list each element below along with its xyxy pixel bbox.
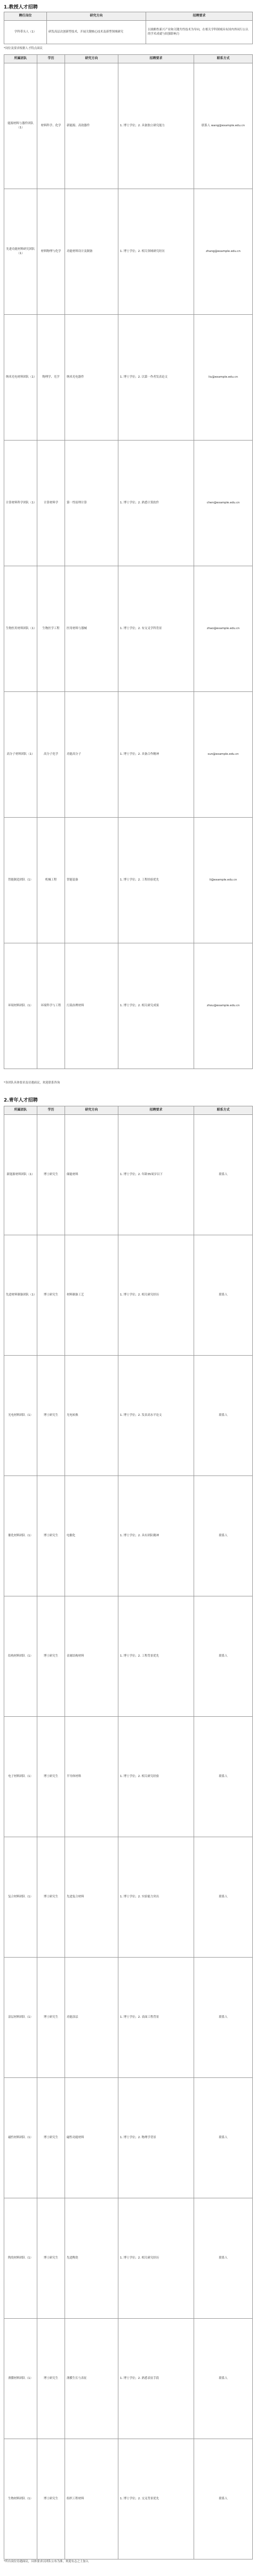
cell-deg: 生物医学工程 [37, 566, 65, 692]
cell-contact: li@example.edu.cn [194, 818, 253, 943]
cell-team: 高分子材料团队（1） [4, 692, 37, 818]
cell-dir: 纳米光电器件 [65, 315, 118, 441]
cell-dir: 新能源、高效器件 [65, 63, 118, 189]
cell-contact: chen@example.edu.cn [194, 441, 253, 566]
header-cell: 招聘要求 [118, 55, 194, 63]
cell-contact: zhang@example.edu.cn [194, 189, 253, 315]
cell-deg: 博士研究生 [37, 1356, 65, 1476]
cell-deg: 计算材料学 [37, 441, 65, 566]
cell-dir: 半导体材料 [65, 1717, 118, 1837]
cell-req: 1. 博士学位；2. 物理学背景 [118, 2078, 194, 2198]
cell-team: 磁性材料团队（1） [4, 2078, 37, 2198]
cell-req: 1. 博士学位；2. 熟悉表征手段 [118, 2319, 194, 2439]
cell-dir: 先进陶瓷 [65, 2198, 118, 2319]
table-row [4, 2319, 253, 2439]
cell-contact: 联系人 [194, 2078, 253, 2198]
cell-req: 1. 博士学位；2. 熟悉计算软件 [118, 441, 194, 566]
cell-team: 陶瓷材料团队（1） [4, 2198, 37, 2319]
cell-contact: 联系人 [194, 2439, 253, 2559]
table-row [4, 943, 253, 1069]
table-row [4, 1356, 253, 1476]
table-row [4, 441, 253, 566]
cell-req: 1. 博士学位；2. 表面工程背景 [118, 1958, 194, 2078]
header-cell: 招聘要求 [118, 1106, 194, 1115]
table-row [4, 315, 253, 441]
cell-dir: 磁性功能材料 [65, 2078, 118, 2198]
cell-contact: liu@example.edu.cn [194, 315, 253, 441]
cell: 研发高层次创新型技术，开展关键核心技术及新型领域研究 [47, 21, 146, 44]
section1-title: 1.教授人才招聘 [4, 5, 38, 10]
cell-contact: 联系人 [194, 1476, 253, 1596]
cell-contact: 联系人 [194, 1596, 253, 1717]
table-row [4, 1596, 253, 1717]
table-row [4, 2198, 253, 2319]
cell-team: 催化材料团队（1） [4, 1476, 37, 1596]
table-row [4, 1115, 253, 1235]
cell-dir: 医用材料与器械 [65, 566, 118, 692]
cell-team: 先进功能材料研究团队（1） [4, 189, 37, 315]
section1-note: *岗位及要求根据人才特点面议 [4, 47, 43, 50]
cell-req: 1. 博士学位；2. 交叉背景优先 [118, 2439, 194, 2559]
cell: 学科带头人（1） [4, 21, 47, 44]
cell-deg: 博士研究生 [37, 2319, 65, 2439]
cell-contact: zhao@example.edu.cn [194, 566, 253, 692]
cell-contact: 联系人 wang@example.edu.cn [194, 63, 253, 189]
table-row [4, 1958, 253, 2078]
cell-deg: 环境科学与工程 [37, 943, 65, 1069]
cell-deg: 博士研究生 [37, 2439, 65, 2559]
table-row [4, 2078, 253, 2198]
cell-team: 生物医用材料团队（1） [4, 566, 37, 692]
cell-deg: 博士研究生 [37, 1596, 65, 1717]
section2-table [4, 1106, 253, 2559]
table-row [4, 692, 253, 818]
header-cell: 所属团队 [4, 55, 37, 63]
cell-dir: 储能材料 [65, 1115, 118, 1235]
cell-team: 计算材料科学团队（1） [4, 441, 37, 566]
table-row [4, 1717, 253, 1837]
cell-req: 1. 博士学位；2. 相关领域研究经历 [118, 189, 194, 315]
header-cell: 学历 [37, 1106, 65, 1115]
cell-dir: 第一性原理计算 [65, 441, 118, 566]
cell-team: 能源材料与器件团队（1） [4, 63, 37, 189]
cell-team: 生物材料团队（1） [4, 2439, 37, 2559]
cell-dir: 功能材料设计及制备 [65, 189, 118, 315]
cell-team: 涂层材料团队（1） [4, 1958, 37, 2078]
cell-team: 先进材料制备团队（1） [4, 1235, 37, 1356]
cell-deg: 博士研究生 [37, 1476, 65, 1596]
table-row [4, 21, 253, 44]
header-cell: 学历 [37, 55, 65, 63]
cell-deg: 博士研究生 [37, 1235, 65, 1356]
cell-deg: 物理学、光学 [37, 315, 65, 441]
cell-contact: 联系人 [194, 1356, 253, 1476]
cell-team: 环境材料团队（1） [4, 943, 37, 1069]
header-cell: 联系方式 [194, 55, 253, 63]
table-row [4, 566, 253, 692]
header-cell: 所属团队 [4, 1106, 37, 1115]
cell-deg: 材料科学、化学 [37, 63, 65, 189]
header-cell: 联系方式 [194, 1106, 253, 1115]
header-cell: 招聘要求 [146, 12, 253, 21]
header-cell: 研究方向 [65, 1106, 118, 1115]
cell-deg: 博士研究生 [37, 1717, 65, 1837]
cell-contact: 联系人 [194, 1837, 253, 1958]
section2-note: *所有岗位待遇面议，具体要求以团队公布为准，欢迎有志之士加入 [4, 2560, 89, 2563]
table1-note: *各团队具体要求及待遇面议，欢迎联系咨询 [4, 1081, 60, 1085]
cell-req: 1. 博士学位；2. 实验能力突出 [118, 1837, 194, 1958]
cell-deg: 博士研究生 [37, 1958, 65, 2078]
cell-req: 1. 博士学位；2. 相关研究经历 [118, 1235, 194, 1356]
header-row [4, 12, 253, 21]
cell-team: 薄膜材料团队（1） [4, 2319, 37, 2439]
cell-deg: 博士研究生 [37, 1837, 65, 1958]
cell-req: 1. 博士学位；2. 有交叉学科背景 [118, 566, 194, 692]
header-cell: 聘任岗位 [4, 12, 47, 21]
header-cell: 研究方向 [47, 12, 146, 21]
cell-contact: 联系人 [194, 1958, 253, 2078]
cell-team: 新能源材料团队（1） [4, 1115, 37, 1235]
table-row [4, 189, 253, 315]
header-cell: 研究方向 [65, 55, 118, 63]
cell-req: 1. 博士学位；2. 以第一作者发表论文 [118, 315, 194, 441]
cell-team: 光电材料团队（1） [4, 1356, 37, 1476]
cell-contact: zhou@example.edu.cn [194, 943, 253, 1069]
cell-req: 1. 博士学位；2. 具备独立研究能力 [118, 63, 194, 189]
cell-req: 1. 博士学位；2. 具有团队精神 [118, 1476, 194, 1596]
cell-contact: 联系人 [194, 1717, 253, 1837]
section1-table [4, 12, 253, 44]
section2-title: 2.青年人才招聘 [4, 1098, 38, 1103]
cell-deg: 材料物理与化学 [37, 189, 65, 315]
cell-team: 纳米光电材料团队（1） [4, 315, 37, 441]
cell-team: 电子材料团队（1） [4, 1717, 37, 1837]
cell-dir: 组织工程材料 [65, 2439, 118, 2559]
cell-dir: 功能高分子 [65, 692, 118, 818]
cell-req: 1. 博士学位；2. 相关研究经历 [118, 2198, 194, 2319]
table-row [4, 1476, 253, 1596]
cell-deg: 机械工程 [37, 818, 65, 943]
table-row [4, 1837, 253, 1958]
cell-dir: 薄膜生长与表征 [65, 2319, 118, 2439]
cell-contact: 联系人 [194, 2198, 253, 2319]
cell-team: 结构材料团队（1） [4, 1596, 37, 1717]
cell-dir: 电催化 [65, 1476, 118, 1596]
table1 [4, 54, 253, 1069]
table-row [4, 818, 253, 943]
cell-dir: 智能装备 [65, 818, 118, 943]
cell-req: 1. 博士学位；2. 年龄35周岁以下 [118, 1115, 194, 1235]
cell-deg: 高分子化学 [37, 692, 65, 818]
cell-dir: 功能涂层 [65, 1958, 118, 2078]
header-row [4, 55, 253, 63]
cell-deg: 博士研究生 [37, 2078, 65, 2198]
cell-dir: 先进复合材料 [65, 1837, 118, 1958]
cell-dir: 污染治理材料 [65, 943, 118, 1069]
cell-dir: 金属结构材料 [65, 1596, 118, 1717]
cell-dir: 材料制备工艺 [65, 1235, 118, 1356]
cell-contact: 联系人 [194, 2319, 253, 2439]
cell-contact: 联系人 [194, 1235, 253, 1356]
table-row [4, 1235, 253, 1356]
header-row [4, 1106, 253, 1115]
cell-team: 复合材料团队（1） [4, 1837, 37, 1958]
cell-deg: 博士研究生 [37, 1115, 65, 1235]
cell-dir: 光电转换 [65, 1356, 118, 1476]
cell-req: 1. 博士学位；2. 发表高水平论文 [118, 1356, 194, 1476]
cell-deg: 博士研究生 [37, 2198, 65, 2319]
cell-req: 1. 博士学位；2. 相关研究经验 [118, 1717, 194, 1837]
cell-team: 智能制造团队（1） [4, 818, 37, 943]
table-row [4, 2439, 253, 2559]
table-row [4, 63, 253, 189]
cell-req: 1. 博士学位；2. 具备合作精神 [118, 692, 194, 818]
cell-req: 1. 博士学位；2. 相关研究成果 [118, 943, 194, 1069]
cell-req: 1. 博士学位；2. 工程背景优先 [118, 1596, 194, 1717]
cell-contact: 联系人 [194, 1115, 253, 1235]
cell-req: 1. 博士学位；2. 工程经验优先 [118, 818, 194, 943]
cell: 以战略性新兴产业和关键共性技术为导向，在相关学科领域具有国内外同行公认的学术成就与较强影响力 [146, 21, 253, 44]
cell-contact: sun@example.edu.cn [194, 692, 253, 818]
